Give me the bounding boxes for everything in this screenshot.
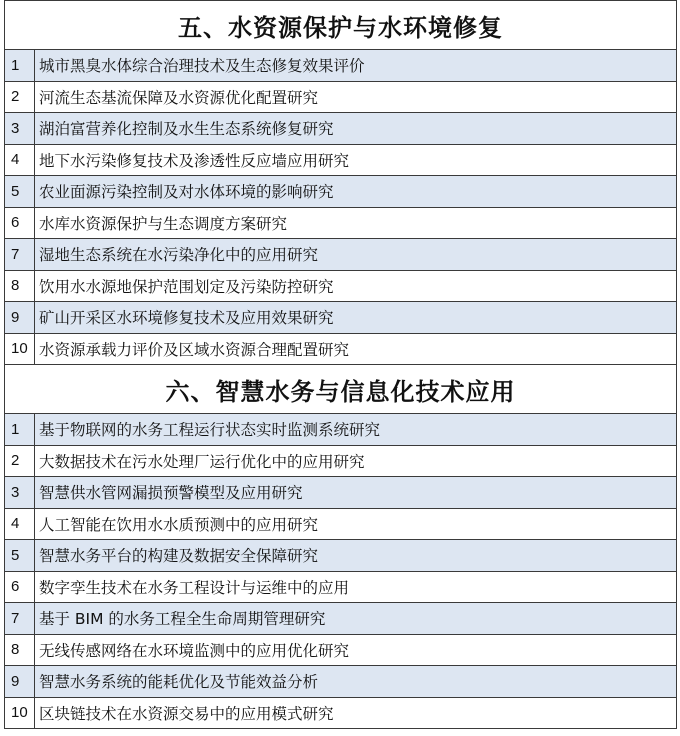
- table-row: [5, 113, 677, 145]
- topic-table-sheet: [4, 0, 676, 729]
- table-row: [5, 239, 677, 271]
- row-number: 4: [5, 144, 35, 176]
- row-title: 大数据技术在污水处理厂运行优化中的应用研究: [35, 445, 677, 477]
- table-row: [5, 540, 677, 572]
- row-title: 基于物联网的水务工程运行状态实时监测系统研究: [35, 414, 677, 446]
- row-number: 5: [5, 540, 35, 572]
- table-row: [5, 144, 677, 176]
- table-row: [5, 270, 677, 302]
- row-number: 8: [5, 270, 35, 302]
- row-title: 基于 BIM 的水务工程全生命周期管理研究: [35, 603, 677, 635]
- row-title: 智慧水务系统的能耗优化及节能效益分析: [35, 666, 677, 698]
- table-row: [5, 302, 677, 334]
- row-title: 人工智能在饮用水水质预测中的应用研究: [35, 508, 677, 540]
- table-row: [5, 333, 677, 365]
- table-row: [5, 207, 677, 239]
- table-row: [5, 508, 677, 540]
- row-title: 智慧水务平台的构建及数据安全保障研究: [35, 540, 677, 572]
- row-number: 10: [5, 697, 35, 729]
- row-title: 区块链技术在水资源交易中的应用模式研究: [35, 697, 677, 729]
- row-number: 9: [5, 666, 35, 698]
- table-row: [5, 634, 677, 666]
- row-number: 1: [5, 414, 35, 446]
- row-title: 饮用水水源地保护范围划定及污染防控研究: [35, 270, 677, 302]
- section-heading: 五、水资源保护与水环境修复: [5, 1, 677, 50]
- row-title: 农业面源污染控制及对水体环境的影响研究: [35, 176, 677, 208]
- row-number: 9: [5, 302, 35, 334]
- table-row: [5, 571, 677, 603]
- row-title: 数字孪生技术在水务工程设计与运维中的应用: [35, 571, 677, 603]
- section-heading: 六、智慧水务与信息化技术应用: [5, 365, 677, 414]
- row-number: 10: [5, 333, 35, 365]
- row-title: 水资源承载力评价及区域水资源合理配置研究: [35, 333, 677, 365]
- table-row: [5, 666, 677, 698]
- row-number: 6: [5, 207, 35, 239]
- row-number: 5: [5, 176, 35, 208]
- row-title: 无线传感网络在水环境监测中的应用优化研究: [35, 634, 677, 666]
- row-number: 8: [5, 634, 35, 666]
- row-number: 7: [5, 239, 35, 271]
- table-row: [5, 445, 677, 477]
- row-number: 7: [5, 603, 35, 635]
- topic-table-body: [5, 1, 677, 729]
- table-row: [5, 414, 677, 446]
- row-title: 地下水污染修复技术及渗透性反应墙应用研究: [35, 144, 677, 176]
- table-row: [5, 603, 677, 635]
- table-row: [5, 697, 677, 729]
- row-title: 湖泊富营养化控制及水生生态系统修复研究: [35, 113, 677, 145]
- section-heading-row: [5, 365, 677, 414]
- row-number: 6: [5, 571, 35, 603]
- row-title: 矿山开采区水环境修复技术及应用效果研究: [35, 302, 677, 334]
- row-title: 湿地生态系统在水污染净化中的应用研究: [35, 239, 677, 271]
- section-heading-row: [5, 1, 677, 50]
- row-number: 3: [5, 477, 35, 509]
- row-number: 2: [5, 81, 35, 113]
- table-row: [5, 81, 677, 113]
- topic-table: [4, 0, 677, 729]
- row-title: 水库水资源保护与生态调度方案研究: [35, 207, 677, 239]
- row-title: 河流生态基流保障及水资源优化配置研究: [35, 81, 677, 113]
- row-number: 1: [5, 50, 35, 82]
- row-title: 智慧供水管网漏损预警模型及应用研究: [35, 477, 677, 509]
- row-number: 2: [5, 445, 35, 477]
- table-row: [5, 477, 677, 509]
- row-title: 城市黑臭水体综合治理技术及生态修复效果评价: [35, 50, 677, 82]
- table-row: [5, 176, 677, 208]
- row-number: 3: [5, 113, 35, 145]
- row-number: 4: [5, 508, 35, 540]
- table-row: [5, 50, 677, 82]
